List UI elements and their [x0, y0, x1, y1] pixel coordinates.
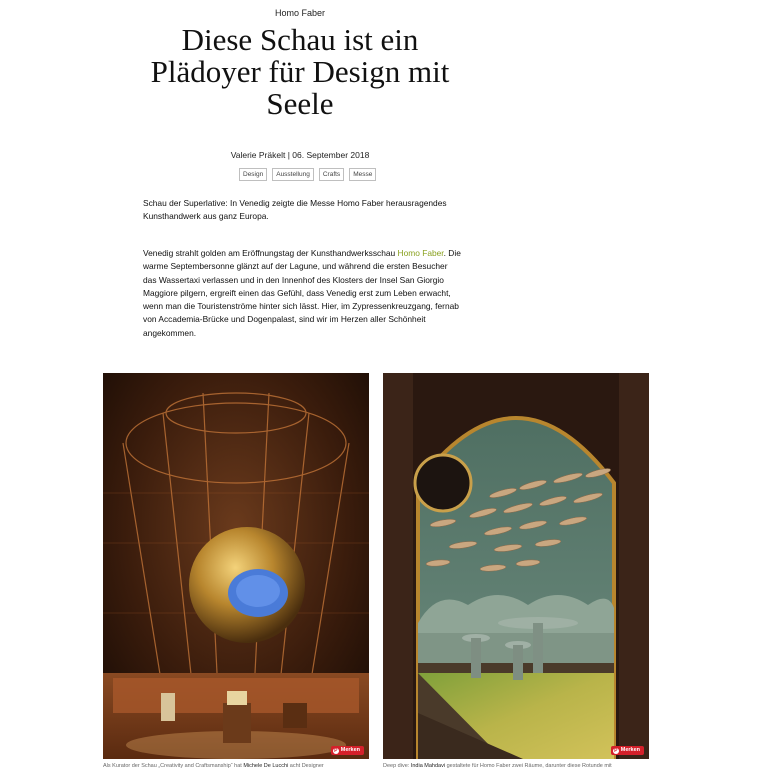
gallery-image-1[interactable] [103, 373, 369, 759]
arched-room-photo [383, 373, 649, 759]
homo-faber-link[interactable]: Homo Faber [397, 248, 444, 258]
save-label: Merken [620, 747, 640, 753]
gallery-image-2[interactable] [383, 373, 649, 759]
tag-ausstellung[interactable]: Ausstellung [272, 168, 314, 181]
rotunda-sphere-photo [103, 373, 369, 759]
body-text-rest: . Die warme Septembersonne glänzt auf der Lagune, und während die ersten Besucher das Wassertaxi verlassen und in den Innenhof des Klosters der Insel San Giorgio Maggiore pilgern, ergreift einen das Gefühl, dass Venedig erst zum Leben erwacht, wenn man die Touristenströme hinter sich lässt. Hier, im Zypressenkreuzgang, fernab von Accademia-Brücke und Dogenpalast, sind wir im Herzen aller Schönheit angekommen. [143, 248, 461, 338]
tag-list [239, 168, 376, 181]
caption-2-text-end: gestaltete für Homo Faber zwei Räume, darunter diese Rotunde mit [445, 763, 612, 769]
pinterest-icon: P [614, 747, 618, 754]
article-kicker[interactable]: Homo Faber [274, 8, 326, 18]
article-byline: Valerie Präkelt | 06. September 2018 [230, 150, 370, 160]
gallery-caption-2 [383, 762, 649, 770]
caption-1-text-start: Als Kurator der Schau „Creativity and Craftsmanship“ hat [103, 763, 244, 769]
article-lead: Schau der Superlative: In Venedig zeigte die Messe Homo Faber herausragendes Kunsthandwerk aus ganz Europa. [143, 198, 447, 221]
caption-1-name: Michele De Lucchi [243, 763, 289, 769]
tag-messe[interactable]: Messe [349, 168, 376, 181]
save-label: Merken [340, 747, 360, 753]
save-button[interactable] [611, 746, 644, 755]
gallery-caption-1 [103, 762, 369, 770]
caption-1-text-end: acht Designer [288, 763, 324, 769]
article-body [143, 247, 461, 340]
caption-2-text-start: Deep dive: [383, 763, 411, 769]
body-text-start: Venedig strahlt golden am Eröffnungstag der Kunsthandwerksschau [143, 248, 398, 258]
save-button[interactable] [331, 746, 364, 755]
caption-2-name: India Mahdavi [410, 763, 446, 769]
tag-design[interactable]: Design [239, 168, 267, 181]
article-headline: Diese Schau ist ein Plädoyer für Design mit Seele [150, 22, 450, 121]
tag-crafts[interactable]: Crafts [319, 168, 344, 181]
pinterest-icon: P [334, 747, 338, 754]
